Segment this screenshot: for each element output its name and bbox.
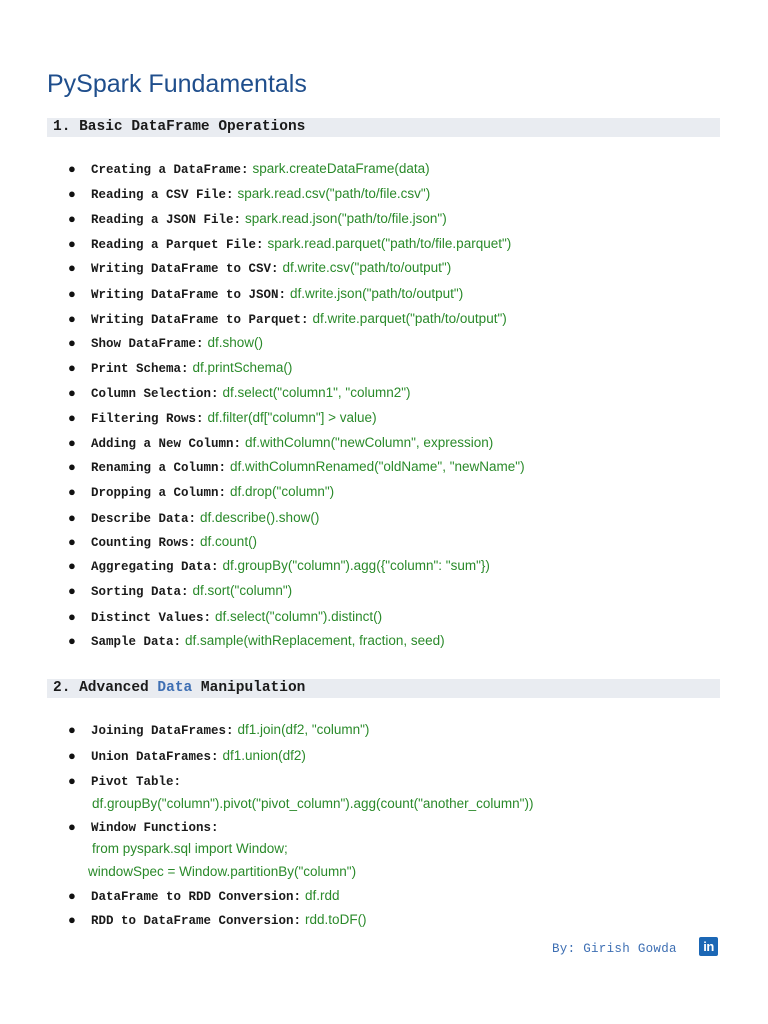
bullet-icon: ● xyxy=(68,722,76,737)
bullet-icon: ● xyxy=(68,311,76,326)
list-item: ● Window Functions: xyxy=(68,819,219,835)
list-item: ● RDD to DataFrame Conversion: rdd.toDF() xyxy=(68,912,367,928)
bullet-icon: ● xyxy=(68,583,76,598)
list-item: ● Distinct Values: df.select("column").distinct() xyxy=(68,609,383,625)
list-item: ● Aggregating Data: df.groupBy("column").agg({"column": "sum"}) xyxy=(68,558,490,574)
list-item: ● Adding a New Column: df.withColumn("newColumn", expression) xyxy=(68,435,494,451)
bullet-icon: ● xyxy=(68,459,76,474)
bullet-icon: ● xyxy=(68,385,76,400)
list-item: ● Reading a JSON File: spark.read.json("path/to/file.json") xyxy=(68,211,447,227)
window-import-code: from pyspark.sql import Window; xyxy=(92,841,288,856)
list-item: ● Writing DataFrame to CSV: df.write.csv("path/to/output") xyxy=(68,260,452,276)
bullet-icon: ● xyxy=(68,819,76,834)
bullet-icon: ● xyxy=(68,410,76,425)
bullet-icon: ● xyxy=(68,435,76,450)
author-credit: By: Girish Gowda xyxy=(552,942,677,956)
list-item: ● Renaming a Column: df.withColumnRenamed("oldName", "newName") xyxy=(68,459,525,475)
bullet-icon: ● xyxy=(68,748,76,763)
list-item: ● Show DataFrame: df.show() xyxy=(68,335,264,351)
bullet-icon: ● xyxy=(68,558,76,573)
list-item: ● Writing DataFrame to JSON: df.write.json("path/to/output") xyxy=(68,286,464,302)
list-item: ● Print Schema: df.printSchema() xyxy=(68,360,293,376)
list-item: ● Writing DataFrame to Parquet: df.write.parquet("path/to/output") xyxy=(68,311,507,327)
section-heading-advanced-manipulation: 2. Advanced Data Manipulation xyxy=(47,679,720,698)
list-item: ● Union DataFrames: df1.union(df2) xyxy=(68,748,306,764)
section-heading-basic-operations: 1. Basic DataFrame Operations xyxy=(47,118,720,137)
page-title: PySpark Fundamentals xyxy=(47,70,307,98)
bullet-icon: ● xyxy=(68,609,76,624)
list-item: ● Sample Data: df.sample(withReplacement, fraction, seed) xyxy=(68,633,445,649)
list-item: ● Sorting Data: df.sort("column") xyxy=(68,583,293,599)
linkedin-icon[interactable]: in xyxy=(699,937,718,956)
bullet-icon: ● xyxy=(68,186,76,201)
bullet-icon: ● xyxy=(68,510,76,525)
bullet-icon: ● xyxy=(68,286,76,301)
bullet-icon: ● xyxy=(68,260,76,275)
list-item: ● Creating a DataFrame: spark.createDataFrame(data) xyxy=(68,161,430,177)
bullet-icon: ● xyxy=(68,633,76,648)
bullet-icon: ● xyxy=(68,236,76,251)
list-item: ● Joining DataFrames: df1.join(df2, "column") xyxy=(68,722,370,738)
bullet-icon: ● xyxy=(68,161,76,176)
list-item: ● Column Selection: df.select("column1", "column2") xyxy=(68,385,411,401)
list-item: ● DataFrame to RDD Conversion: df.rdd xyxy=(68,888,340,904)
list-item: ● Filtering Rows: df.filter(df["column"] > value) xyxy=(68,410,377,426)
list-item: ● Describe Data: df.describe().show() xyxy=(68,510,320,526)
bullet-icon: ● xyxy=(68,335,76,350)
bullet-icon: ● xyxy=(68,912,76,927)
list-item: ● Reading a Parquet File: spark.read.parquet("path/to/file.parquet") xyxy=(68,236,512,252)
bullet-icon: ● xyxy=(68,211,76,226)
list-item: ● Dropping a Column: df.drop("column") xyxy=(68,484,335,500)
window-spec-code: windowSpec = Window.partitionBy("column") xyxy=(88,864,357,879)
bullet-icon: ● xyxy=(68,360,76,375)
bullet-icon: ● xyxy=(68,888,76,903)
bullet-icon: ● xyxy=(68,534,76,549)
bullet-icon: ● xyxy=(68,773,76,788)
list-item: ● Reading a CSV File: spark.read.csv("path/to/file.csv") xyxy=(68,186,431,202)
list-item: ● Counting Rows: df.count() xyxy=(68,534,258,550)
heading-highlight: Data xyxy=(157,680,193,696)
pivot-table-code: df.groupBy("column").pivot("pivot_column").agg(count("another_column")) xyxy=(92,796,534,811)
bullet-icon: ● xyxy=(68,484,76,499)
list-item: ● Pivot Table: xyxy=(68,773,182,789)
